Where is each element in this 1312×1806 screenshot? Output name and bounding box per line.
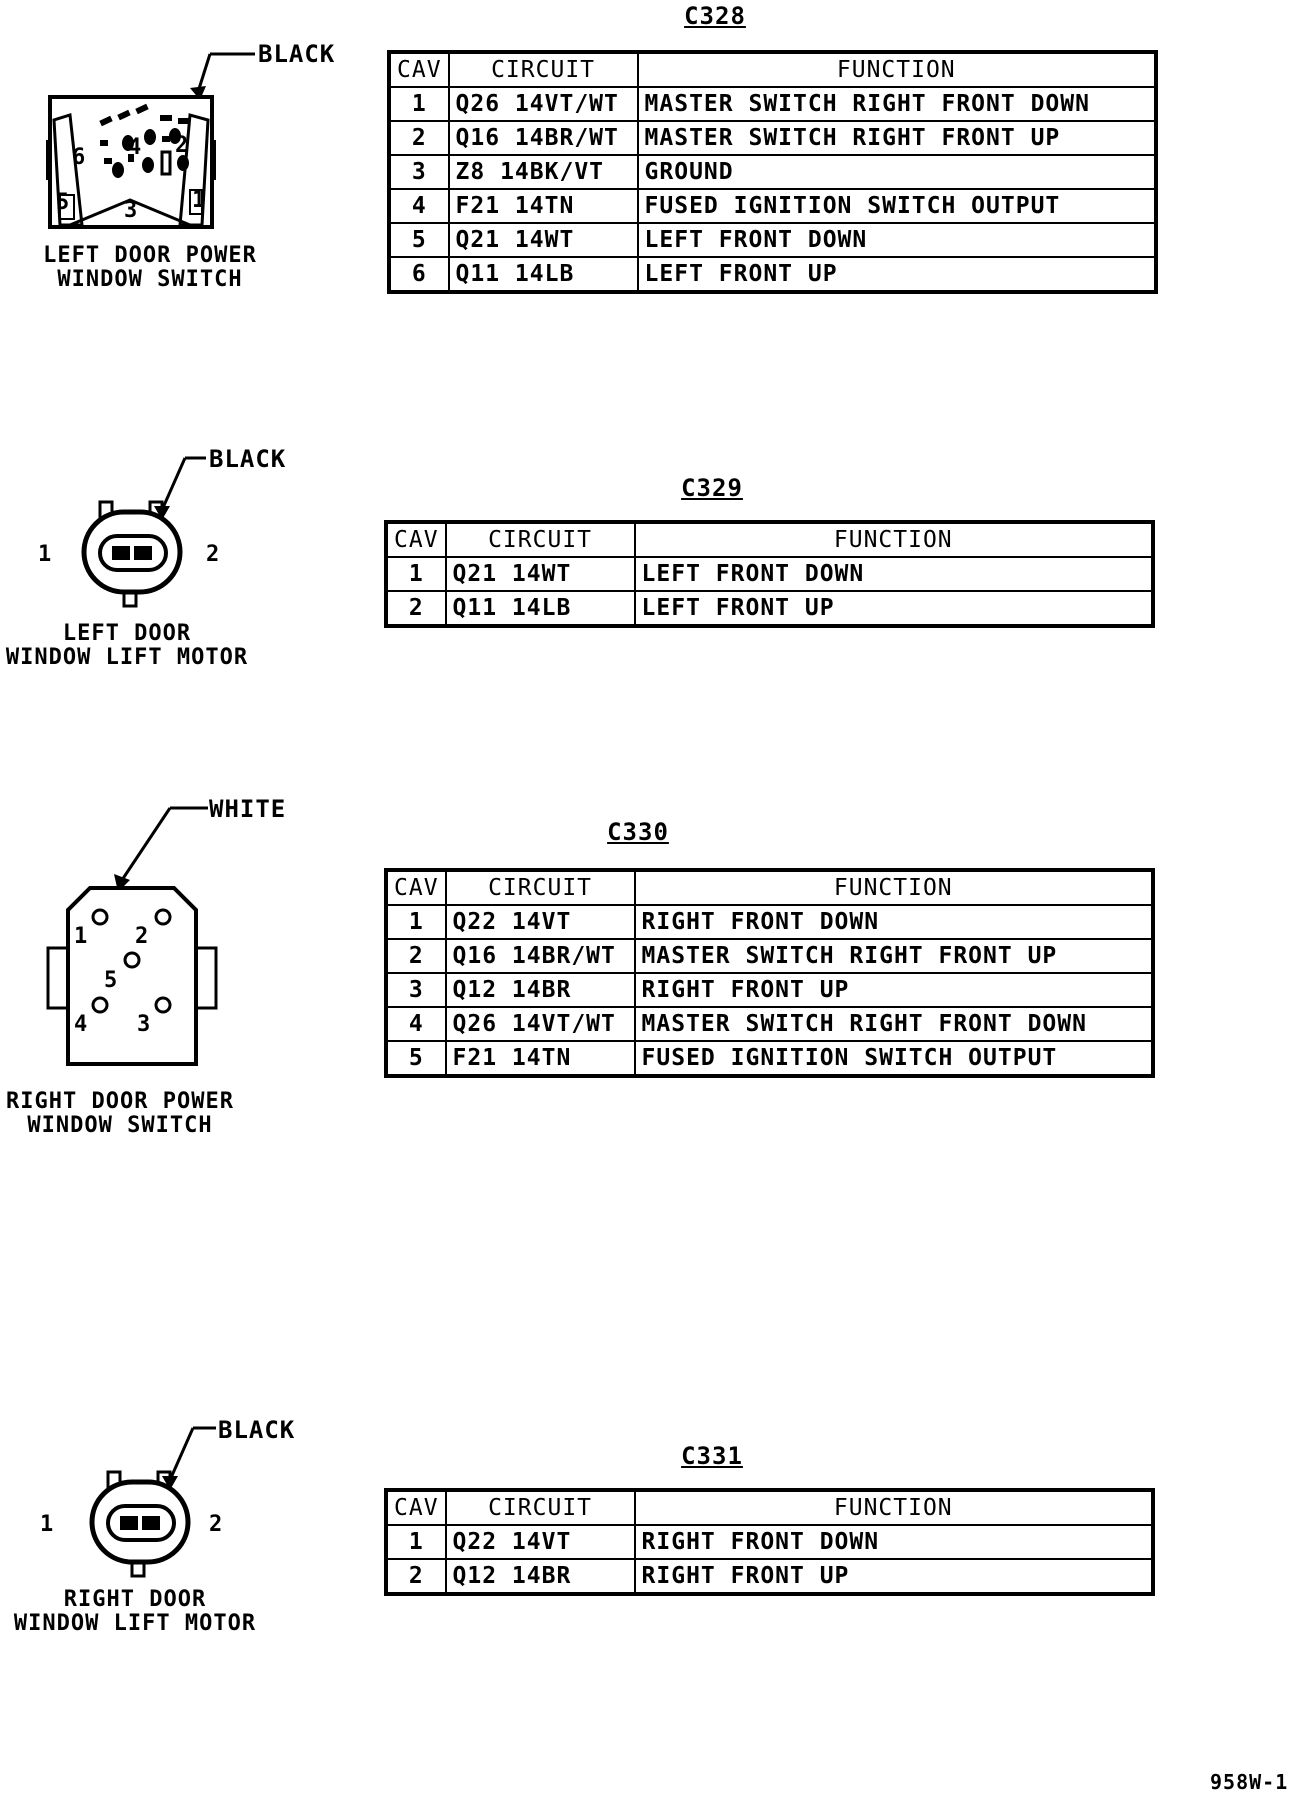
circuit-cell: Q22 14VT	[446, 1525, 635, 1559]
connector-table-c328	[387, 50, 1158, 294]
table-row	[386, 905, 1153, 939]
header-circuit: CIRCUIT	[446, 1490, 635, 1525]
connector-title-c328: C328	[684, 2, 746, 30]
header-cav: CAV	[386, 870, 446, 905]
pin-label: 4	[128, 135, 142, 160]
cav-cell: 1	[386, 1525, 446, 1559]
function-cell: RIGHT FRONT UP	[635, 1559, 1153, 1594]
connector-title-c331: C331	[681, 1442, 743, 1470]
pin-label: 1	[38, 542, 52, 567]
cav-cell: 2	[389, 121, 449, 155]
left-door-window-lift-motor-connector-icon	[70, 450, 210, 610]
table-header-row	[389, 52, 1156, 87]
pin-label: 2	[206, 542, 220, 567]
figure-id: 958W-1	[1210, 1770, 1289, 1794]
pin-label: 2	[175, 133, 189, 158]
circuit-cell: Q21 14WT	[446, 557, 635, 591]
function-cell: MASTER SWITCH RIGHT FRONT UP	[635, 939, 1153, 973]
table-row	[389, 257, 1156, 292]
pin-label: 1	[74, 924, 88, 949]
function-cell: RIGHT FRONT DOWN	[635, 1525, 1153, 1559]
component-label: LEFT DOOR WINDOW LIFT MOTOR	[5, 621, 249, 670]
cav-cell: 5	[389, 223, 449, 257]
header-function: FUNCTION	[635, 1490, 1153, 1525]
circuit-cell: Q16 14BR/WT	[449, 121, 638, 155]
cav-cell: 2	[386, 1559, 446, 1594]
pin-label: 2	[209, 1512, 223, 1537]
pin-label: 3	[137, 1012, 151, 1037]
function-cell: GROUND	[638, 155, 1156, 189]
cav-cell: 3	[389, 155, 449, 189]
table-row	[386, 939, 1153, 973]
table-row	[386, 1559, 1153, 1594]
pin-label: 5	[56, 190, 70, 215]
function-cell: LEFT FRONT DOWN	[635, 557, 1153, 591]
cav-cell: 2	[386, 939, 446, 973]
wire-color-label: BLACK	[218, 1416, 296, 1444]
cav-cell: 4	[389, 189, 449, 223]
circuit-cell: Q12 14BR	[446, 973, 635, 1007]
connector-table-c331	[384, 1488, 1155, 1596]
function-cell: MASTER SWITCH RIGHT FRONT DOWN	[638, 87, 1156, 121]
header-circuit: CIRCUIT	[449, 52, 638, 87]
cav-cell: 5	[386, 1041, 446, 1076]
circuit-cell: F21 14TN	[446, 1041, 635, 1076]
table-row	[386, 1041, 1153, 1076]
table-row	[389, 87, 1156, 121]
header-cav: CAV	[389, 52, 449, 87]
circuit-cell: Q26 14VT/WT	[446, 1007, 635, 1041]
component-label: RIGHT DOOR POWER WINDOW SWITCH	[6, 1089, 234, 1138]
circuit-cell: Q11 14LB	[449, 257, 638, 292]
function-cell: LEFT FRONT UP	[638, 257, 1156, 292]
cav-cell: 4	[386, 1007, 446, 1041]
function-cell: MASTER SWITCH RIGHT FRONT DOWN	[635, 1007, 1153, 1041]
circuit-cell: F21 14TN	[449, 189, 638, 223]
cav-cell: 2	[386, 591, 446, 626]
pin-label: 4	[74, 1012, 88, 1037]
connector-table-c330	[384, 868, 1155, 1078]
circuit-cell: Q12 14BR	[446, 1559, 635, 1594]
table-row	[389, 121, 1156, 155]
function-cell: RIGHT FRONT UP	[635, 973, 1153, 1007]
pin-label: 5	[104, 968, 118, 993]
circuit-cell: Q11 14LB	[446, 591, 635, 626]
table-header-row	[386, 1490, 1153, 1525]
circuit-cell: Q16 14BR/WT	[446, 939, 635, 973]
cav-cell: 6	[389, 257, 449, 292]
table-row	[386, 591, 1153, 626]
pin-label: 1	[40, 1512, 54, 1537]
table-row	[386, 973, 1153, 1007]
component-label: LEFT DOOR POWER WINDOW SWITCH	[43, 243, 257, 292]
table-row	[386, 1525, 1153, 1559]
cav-cell: 3	[386, 973, 446, 1007]
header-cav: CAV	[386, 1490, 446, 1525]
connector-title-c329: C329	[681, 474, 743, 502]
table-row	[386, 557, 1153, 591]
wire-color-label: BLACK	[209, 445, 287, 473]
circuit-cell: Q21 14WT	[449, 223, 638, 257]
function-cell: MASTER SWITCH RIGHT FRONT UP	[638, 121, 1156, 155]
cav-cell: 1	[386, 905, 446, 939]
cav-cell: 1	[389, 87, 449, 121]
header-cav: CAV	[386, 522, 446, 557]
circuit-cell: Z8 14BK/VT	[449, 155, 638, 189]
table-header-row	[386, 870, 1153, 905]
connector-title-c330: C330	[607, 818, 669, 846]
component-label: RIGHT DOOR WINDOW LIFT MOTOR	[13, 1587, 257, 1636]
cav-cell: 1	[386, 557, 446, 591]
wire-color-label: BLACK	[258, 40, 336, 68]
pin-label: 1	[192, 188, 206, 213]
function-cell: LEFT FRONT DOWN	[638, 223, 1156, 257]
header-circuit: CIRCUIT	[446, 522, 635, 557]
pin-label: 3	[124, 198, 138, 223]
function-cell: LEFT FRONT UP	[635, 591, 1153, 626]
function-cell: FUSED IGNITION SWITCH OUTPUT	[638, 189, 1156, 223]
header-function: FUNCTION	[635, 522, 1153, 557]
connector-table-c329	[384, 520, 1155, 628]
table-header-row	[386, 522, 1153, 557]
pin-label: 2	[135, 924, 149, 949]
wire-color-label: WHITE	[209, 795, 287, 823]
table-row	[389, 223, 1156, 257]
pin-label: 6	[72, 145, 86, 170]
table-row	[389, 189, 1156, 223]
right-door-window-lift-motor-connector-icon	[78, 1420, 218, 1580]
table-row	[386, 1007, 1153, 1041]
circuit-cell: Q22 14VT	[446, 905, 635, 939]
header-function: FUNCTION	[635, 870, 1153, 905]
header-circuit: CIRCUIT	[446, 870, 635, 905]
circuit-cell: Q26 14VT/WT	[449, 87, 638, 121]
table-row	[389, 155, 1156, 189]
function-cell: FUSED IGNITION SWITCH OUTPUT	[635, 1041, 1153, 1076]
function-cell: RIGHT FRONT DOWN	[635, 905, 1153, 939]
header-function: FUNCTION	[638, 52, 1156, 87]
